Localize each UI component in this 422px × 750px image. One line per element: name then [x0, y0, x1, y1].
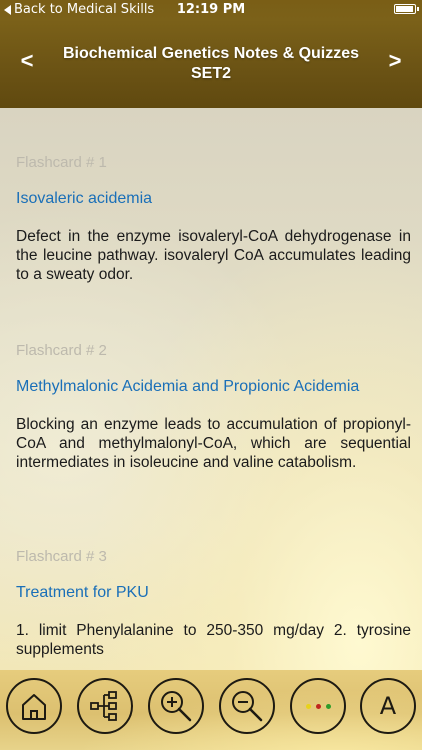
flashcard-title[interactable]: Isovaleric acidemia [16, 190, 153, 207]
page-title [50, 44, 372, 84]
yellow-dot [306, 704, 311, 709]
green-dot [326, 704, 331, 709]
flashcard-list[interactable] [0, 108, 422, 670]
zoom-in-icon [158, 688, 194, 724]
home-button[interactable] [6, 678, 62, 734]
hierarchy-button[interactable] [77, 678, 133, 734]
red-dot [316, 704, 321, 709]
flashcard-body: Blocking an enzyme leads to accumulation of propionyl-CoA and methylmalonyl-CoA, which are sequential intermediates in isoleucine and valine catabolism. [16, 416, 411, 471]
flashcard [16, 548, 411, 659]
back-label: Back to Medical Skills [14, 2, 155, 17]
header-bar [0, 20, 422, 108]
page-title-line2: SET2 [190, 65, 231, 82]
zoom-in-button[interactable] [148, 678, 204, 734]
page-title-line1: Biochemical Genetics Notes & Quizzes [62, 45, 360, 62]
flashcard-body: Defect in the enzyme isovaleryl-CoA dehydrogenase in the leucine pathway. isovaleryl CoA accumulates leading to a sweaty odor. [16, 228, 411, 283]
flashcard-number: Flashcard # 2 [16, 342, 107, 359]
hierarchy-icon [88, 689, 122, 723]
flashcard-number: Flashcard # 3 [16, 548, 107, 565]
flashcard [16, 154, 411, 284]
previous-set-button[interactable]: < [20, 48, 34, 73]
flashcard-number: Flashcard # 1 [16, 154, 107, 171]
status-bar [0, 0, 422, 20]
flashcard [16, 342, 411, 472]
battery-icon [394, 4, 416, 14]
font-size-button[interactable] [360, 678, 416, 734]
more-dots-icon [306, 704, 331, 709]
zoom-out-button[interactable] [219, 678, 275, 734]
flashcard-title[interactable]: Methylmalonic Acidemia and Propionic Acidemia [16, 378, 360, 395]
status-time: 12:19 PM [176, 2, 246, 17]
more-options-button[interactable] [290, 678, 346, 734]
home-icon [17, 689, 51, 723]
flashcard-body: 1. limit Phenylalanine to 250-350 mg/day 2. tyrosine supplements [16, 622, 411, 658]
zoom-out-icon [229, 688, 265, 724]
next-set-button[interactable]: > [388, 48, 402, 73]
font-icon: A [379, 692, 397, 720]
flashcard-title[interactable]: Treatment for PKU [16, 584, 149, 601]
bottom-toolbar [0, 670, 422, 750]
